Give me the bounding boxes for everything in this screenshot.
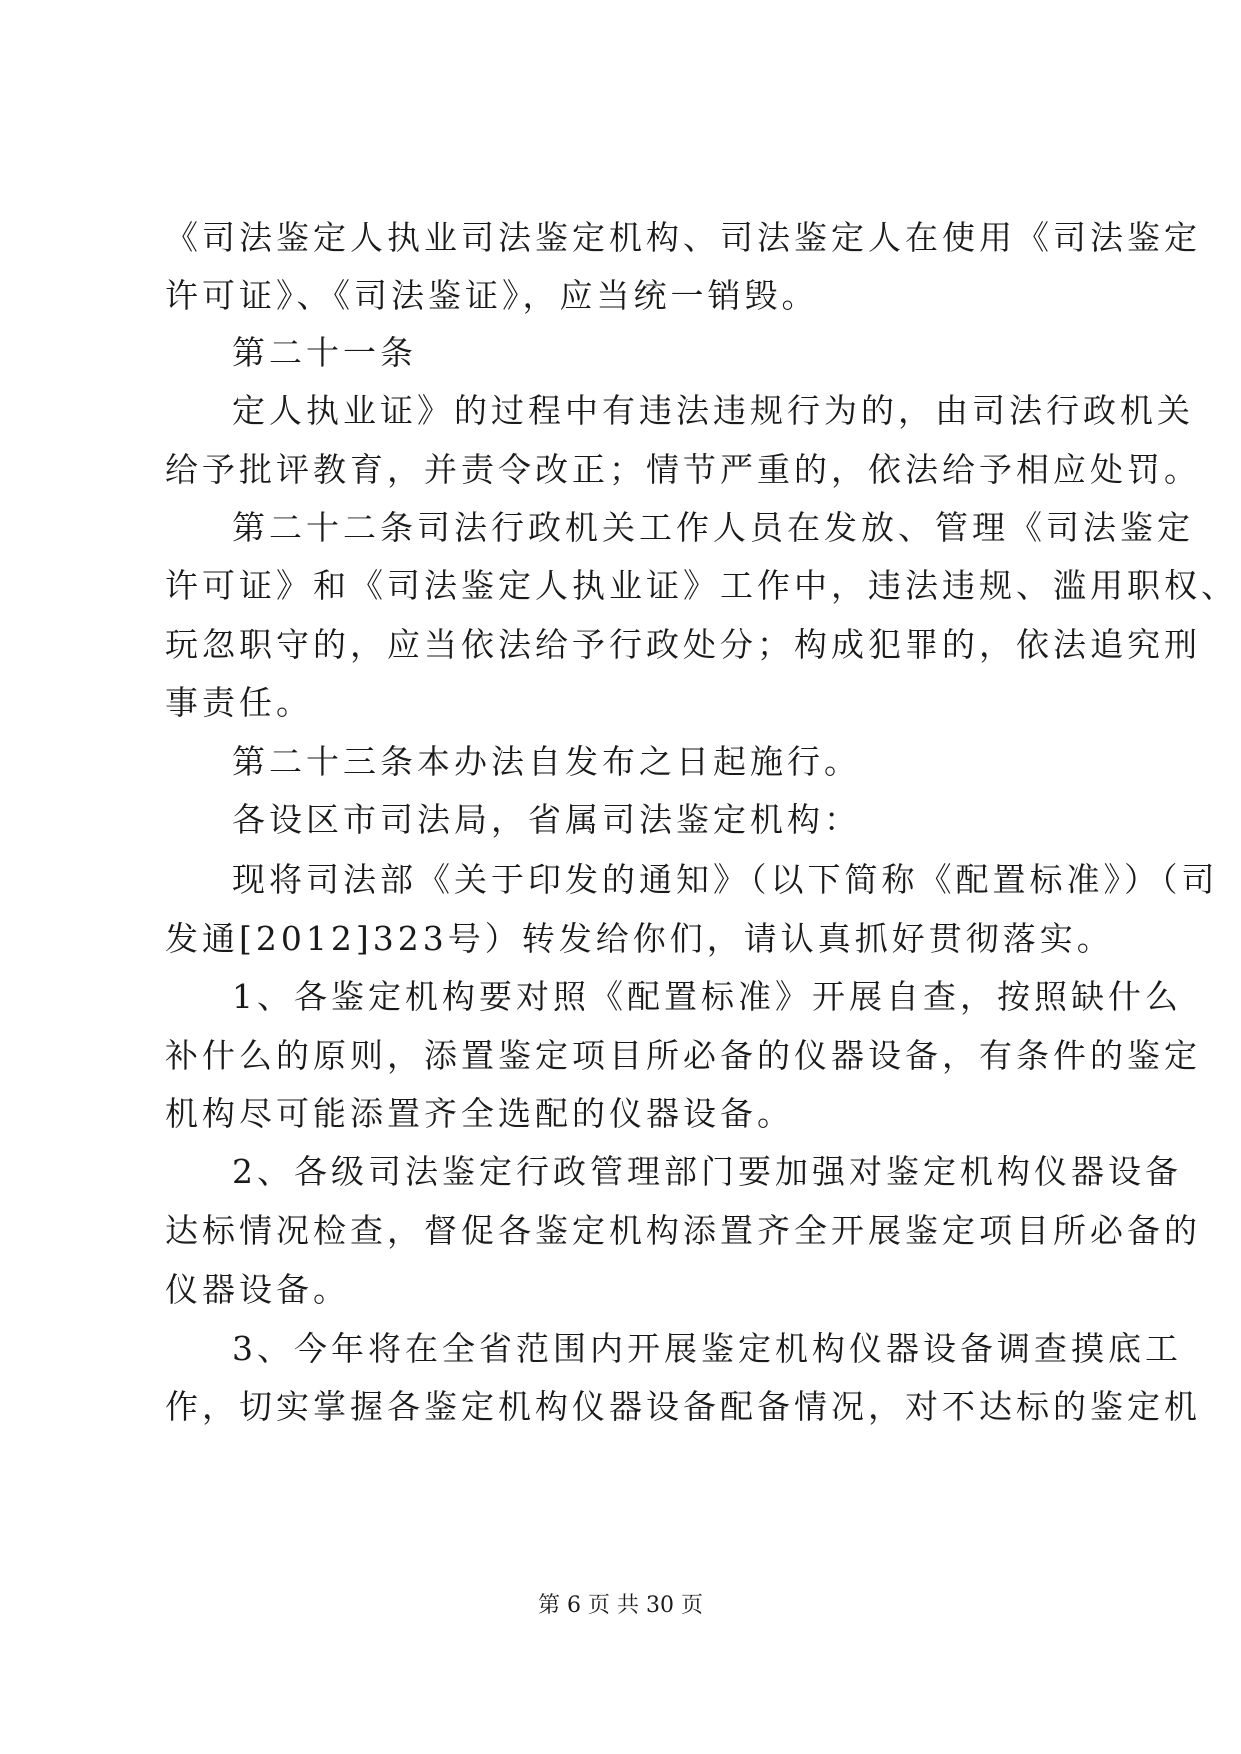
page-number-footer: 第 6 页 共 30 页 — [538, 1593, 703, 1618]
text-line: 作，切实掌握各鉴定机构仪器设备配备情况，对不达标的鉴定机 — [165, 1387, 1201, 1426]
text-line: 机构尽可能添置齐全选配的仪器设备。 — [165, 1094, 794, 1133]
text-line: 补什么的原则，添置鉴定项目所必备的仪器设备，有条件的鉴定 — [165, 1036, 1201, 1075]
text-line: 许可证》、《司法鉴证》，应当统一销毁。 — [165, 276, 819, 315]
text-line: 事责任。 — [165, 683, 313, 722]
text-line: 第二十一条 — [232, 333, 417, 372]
text-line: 第二十三条本办法自发布之日起施行。 — [232, 742, 861, 781]
text-line: 达标情况检查，督促各鉴定机构添置齐全开展鉴定项目所必备的 — [165, 1211, 1201, 1250]
text-line: 仪器设备。 — [165, 1270, 350, 1309]
text-line: 1、各鉴定机构要对照《配置标准》开展自查，按照缺什么 — [232, 977, 1182, 1016]
text-line: 《司法鉴定人执业司法鉴定机构、司法鉴定人在使用《司法鉴定 — [165, 218, 1201, 257]
text-line: 玩忽职守的，应当依法给予行政处分；构成犯罪的，依法追究刑 — [165, 625, 1201, 664]
text-line: 定人执业证》的过程中有违法违规行为的，由司法行政机关 — [232, 391, 1194, 430]
text-line: 第二十二条司法行政机关工作人员在发放、管理《司法鉴定 — [232, 508, 1194, 547]
text-line: 3、今年将在全省范围内开展鉴定机构仪器设备调查摸底工 — [232, 1329, 1182, 1368]
text-line: 给予批评教育，并责令改正；情节严重的，依法给予相应处罚。 — [165, 450, 1201, 489]
text-line: 2、各级司法鉴定行政管理部门要加强对鉴定机构仪器设备 — [232, 1152, 1182, 1191]
text-line: 现将司法部《关于印发的通知》（以下简称《配置标准》）（司 — [232, 860, 1219, 899]
text-line: 发通[2012]323号）转发给你们，请认真抓好贯彻落实。 — [165, 919, 1114, 958]
text-line: 许可证》和《司法鉴定人执业证》工作中，违法违规、滥用职权、 — [165, 566, 1238, 605]
text-line: 各设区市司法局，省属司法鉴定机构： — [232, 800, 861, 839]
